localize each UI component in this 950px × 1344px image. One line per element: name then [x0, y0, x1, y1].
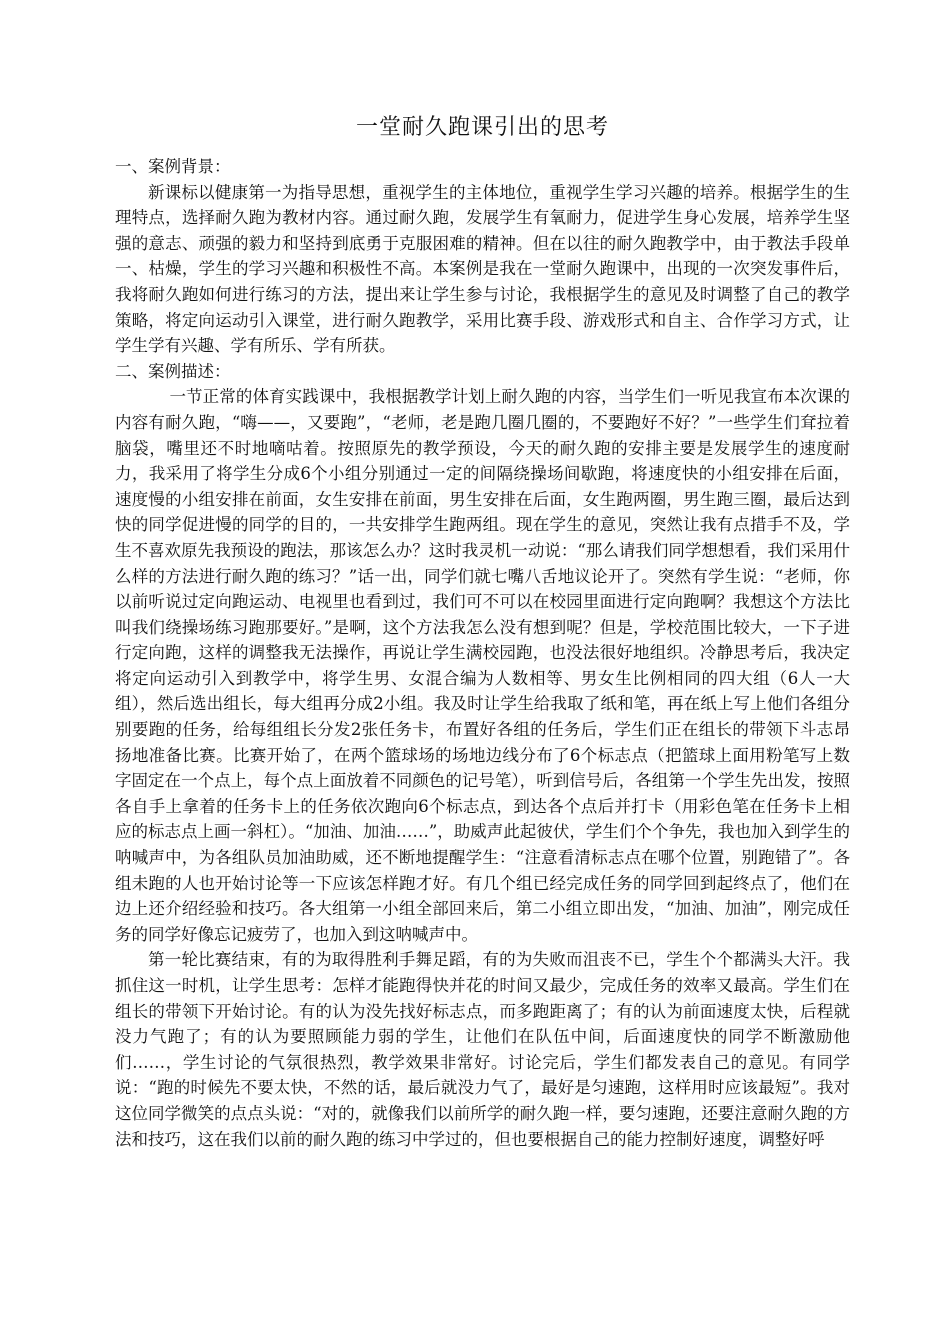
paragraph-description-1: 一节正常的体育实践课中，我根据教学计划上耐久跑的内容，当学生们一听见我宣布本次课的内容有耐久跑，“嗨——，又要跑”，“老师，老是跑几圈几圈的，不要跑好不好？”一些学生们耷拉着脑袋，嘴里还不时地嘀咕着。按照原先的教学预设，今天的耐久跑的安排主要是发展学生的速度耐力，我采用了将学生分成6个小组分别通过一定的间隔绕操场间歇跑，将速度快的小组安排在后面，速度慢的小组安排在前面，女生安排在前面，男生安排在后面，女生跑两圈，男生跑三圈，最后达到快的同学促进慢的同学的目的，一共安排学生跑两组。现在学生的意见，突然让我有点措手不及，学生不喜欢原先我预设的跑法，那该怎么办？这时我灵机一动说：“那么请我们同学想想看，我们采用什么样的方法进行耐久跑的练习？”话一出，同学们就七嘴八舌地议论开了。突然有学生说：“老师，你以前听说过定向跑运动、电视里也看到过，我们可不可以在校园里面进行定向跑啊？我想这个方法比叫我们绕操场练习跑那要好。”是啊，这个方法我怎么没有想到呢？但是，学校范围比较大，一下子进行定向跑，这样的调整我无法操作，再说让学生满校园跑，也没法很好地组织。冷静思考后，我决定将定向运动引入到教学中，将学生男、女混合编为人数相等、男女生比例相同的四大组（6人一大组），然后选出组长，每大组再分成2小组。我及时让学生给我取了纸和笔，再在纸上写上他们各组分别要跑的任务，给每组组长分发2张任务卡，布置好各组的任务后，学生们正在组长的带领下斗志昂扬地准备比赛。比赛开始了，在两个篮球场的场地边线分布了6个标志点（把篮球上面用粉笔写上数字固定在一个点上，每个点上面放着不同颜色的记号笔），听到信号后，各组第一个学生先出发，按照各自手上拿着的任务卡上的任务依次跑向6个标志点，到达各个点后并打卡（用彩色笔在任务卡上相应的标志点上画一斜杠）。“加油、加油……”，助威声此起彼伏，学生们个个争先，我也加入到学生的呐喊声中，为各组队员加油助威，还不断地提醒学生：“注意看清标志点在哪个位置，别跑错了”。各组未跑的人也开始讨论等一下应该怎样跑才好。有几个组已经完成任务的同学回到起终点了，他们在边上还介绍经验和技巧。各大组第一小组全部回来后，第二小组立即出发，“加油、加油”，刚完成任务的同学好像忘记疲劳了，也加入到这呐喊声中。	[115, 387, 850, 944]
section-heading-background: 一、案例背景：	[115, 157, 231, 176]
paragraph-description-2: 第一轮比赛结束，有的为取得胜利手舞足蹈，有的为失败而沮丧不已，学生个个都满头大汗。我抓住这一时机，让学生思考：怎样才能跑得快并花的时间又最少，完成任务的效率又最高。学生们在组长的带领下开始讨论。有的认为没先找好标志点，而多跑距离了；有的认为前面速度太快，后程就没力气跑了；有的认为要照顾能力弱的学生，让他们在队伍中间，后面速度快的同学不断激励他们……，学生讨论的气氛很热烈，教学效果非常好。讨论完后，学生们都发表自己的意见。有同学说：“跑的时候先不要太快，不然的话，最后就没力气了，最好是匀速跑，这样用时应该最短”。我对这位同学微笑的点点头说：“对的，就像我们以前所学的耐久跑一样，要匀速跑，还要注意耐久跑的方法和技巧，这在我们以前的耐久跑的练习中学过的，但也要根据自己的能力控制好速度，调整好呼	[115, 950, 850, 1149]
section-heading-description: 二、案例描述：	[115, 361, 231, 381]
paragraph-background: 新课标以健康第一为指导思想，重视学生的主体地位，重视学生学习兴趣的培养。根据学生的生理特点，选择耐久跑为教材内容。通过耐久跑，发展学生有氧耐力，促进学生身心发展，培养学生坚强的意志、顽强的毅力和坚持到底勇于克服困难的精神。但在以往的耐久跑教学中，由于教法手段单一、枯燥，学生的学习兴趣和积极性不高。本案例是我在一堂耐久跑课中，出现的一次突发事件后，我将耐久跑如何进行练习的方法，提出来让学生参与讨论，我根据学生的意见及时调整了自己的教学策略，将定向运动引入课堂，进行耐久跑教学，采用比赛手段、游戏形式和自主、合作学习方式，让学生学有兴趣、学有所乐、学有所获。	[115, 182, 850, 356]
document-page	[115, 112, 850, 1152]
document-title: 一堂耐久跑课引出的思考	[355, 115, 609, 140]
